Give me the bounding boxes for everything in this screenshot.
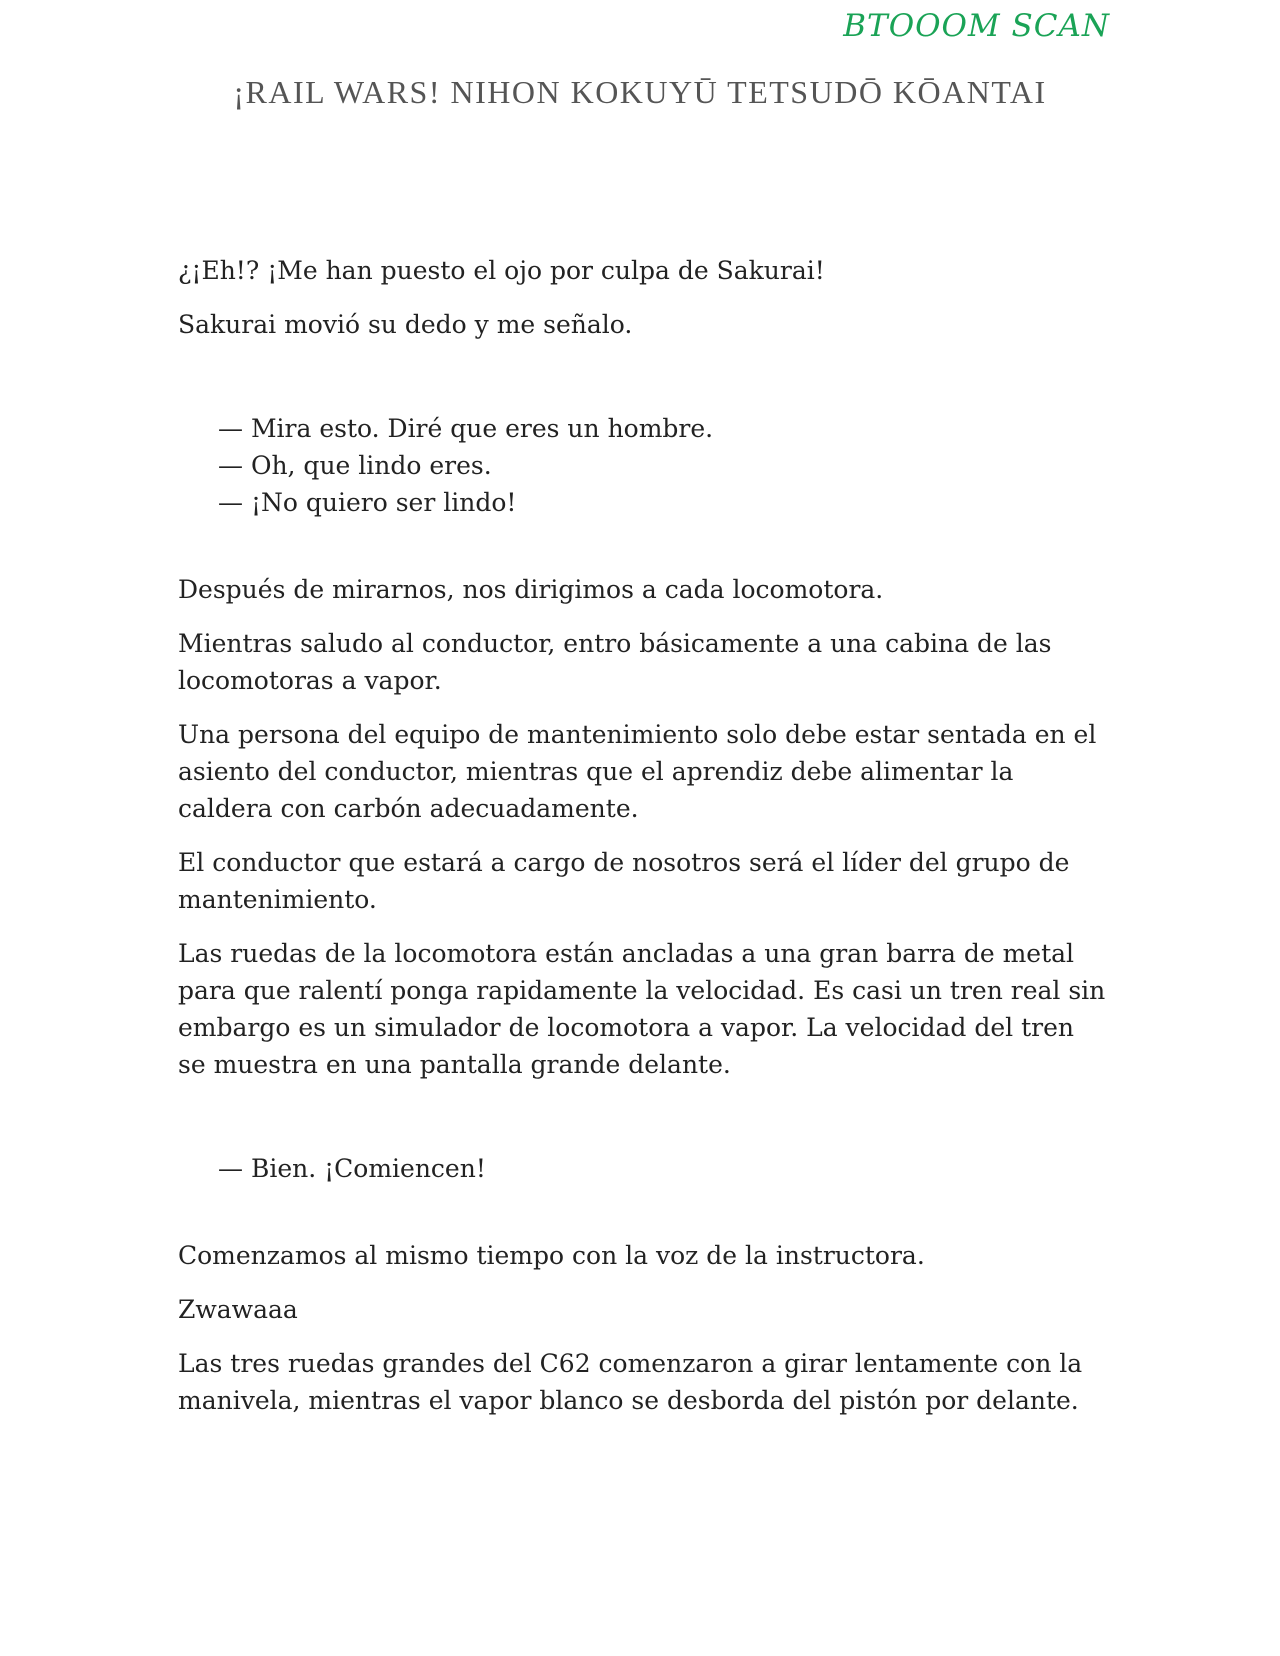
paragraph-4: Mientras saludo al conductor, entro básicamente a una cabina de las locomotoras a vapor.	[178, 629, 1052, 695]
paragraph-5: Una persona del equipo de mantenimiento solo debe estar sentada en el asiento del conductor, mientras que el aprendiz debe alimentar la caldera con carbón adecuadamente.	[178, 720, 1097, 823]
running-header-title: ¡RAIL WARS! NIHON KOKUYŪ TETSUDŌ KŌANTAI	[233, 74, 1047, 110]
paragraph-2: Sakurai movió su dedo y me señalo.	[178, 310, 633, 339]
dialogue-line-3: — ¡No quiero ser lindo!	[218, 488, 517, 517]
section-gap	[178, 1187, 1108, 1237]
dialogue-line-4: — Bien. ¡Comiencen!	[218, 1154, 486, 1183]
dialogue-line-2: — Oh, que lindo eres.	[218, 451, 492, 480]
section-gap	[178, 521, 1108, 571]
section-gap	[178, 360, 1108, 410]
paragraph-6: El conductor que estará a cargo de nosotros será el líder del grupo de mantenimiento.	[178, 848, 1070, 914]
body-text	[178, 252, 1108, 1436]
paragraph-1: ¿¡Eh!? ¡Me han puesto el ojo por culpa de Sakurai!	[178, 256, 825, 285]
paragraph-10: Las tres ruedas grandes del C62 comenzaron a girar lentamente con la manivela, mientras el vapor blanco se desborda del pistón por delante.	[178, 1349, 1083, 1415]
dialogue-line-1: — Mira esto. Diré que eres un hombre.	[218, 414, 714, 443]
paragraph-8: Comenzamos al mismo tiempo con la voz de la instructora.	[178, 1241, 925, 1270]
paragraph-3: Después de mirarnos, nos dirigimos a cada locomotora.	[178, 575, 884, 604]
section-gap	[178, 1100, 1108, 1150]
scanlation-watermark: BTOOOM SCAN	[843, 8, 1110, 44]
paragraph-7: Las ruedas de la locomotora están ancladas a una gran barra de metal para que ralentí ponga rapidamente la velocidad. Es casi un tren real sin embargo es un simulador de locomotora a vapor. La velocidad del tren se muestra en una pantalla grande delante.	[178, 939, 1106, 1079]
paragraph-9: Zwawaaa	[178, 1295, 298, 1324]
